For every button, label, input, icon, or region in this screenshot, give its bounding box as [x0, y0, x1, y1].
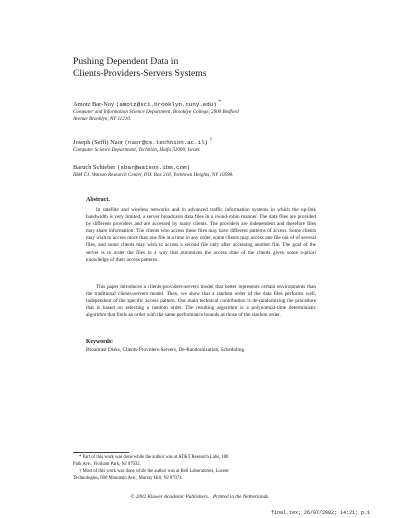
- author-affiliation-line: Computer and Information Science Department, Brooklyn College, 2900 Bedford: [73, 109, 239, 116]
- footnote-line: * Part of this work was done while the author was at AT&T Research Labs, 180: [79, 455, 229, 460]
- copyright-line: [0, 494, 400, 500]
- abstract-heading: Abstract.: [86, 197, 110, 203]
- author-1: [73, 98, 343, 123]
- author-2: [73, 136, 343, 154]
- abstract-paragraph-1: In satellite and wireless networks and in advanced traffic information systems in which the up-link bandwidth is very limited, a server broadcasts data files in a round-robin manner. The data files are provided by different providers and are accessed by many clients. The providers are independent and therefore files may share information. The clients who access these files may have different patterns of access. Some clients may wish to access more than one file at a time in any order, some clients may access one file out of of several files, and some clients may wish to access a second file only after accessing another file. The goal of the server is to order the files in a way that minimizes the access time of the clients given some a-priori knowledge of their access patterns.: [86, 207, 316, 263]
- title-line-2: Clients-Providers-Servers Systems: [73, 68, 207, 79]
- keywords-text: Broadcast Disks, Clients-Providers-Servers, De-Randomization, Scheduling.: [86, 347, 246, 353]
- author-email: (naor@cs.technion.ac.il): [124, 139, 209, 147]
- footnote-line: Technologies, 600 Mountain Ave., Murray Hill, NJ 07974.: [73, 475, 183, 481]
- footnote-2: [73, 469, 329, 482]
- footnote-line: Park Ave., Florham Park, NJ 07932.: [73, 461, 141, 467]
- footnote-1: [73, 455, 329, 468]
- keywords-heading: Keywords:: [86, 339, 114, 345]
- file-stamp: final.tex; 26/07/2002; 14:21; p.1: [270, 510, 370, 516]
- author-name: Amotz Bar-Noy: [73, 101, 115, 109]
- printed-text: Printed in the Netherlands.: [213, 494, 270, 500]
- abstract-paragraph-2: This paper introduces a clients-providers-servers model that better represents certain environments than the traditional clients-servers model. Then, we show that a random order of the data files performs well, independent of the specific access pattern. Our main technical contribution is de-randomizing the procedure that is based on selecting a random order. The resulting algorithm is a polynomial-time deterministic algorithm that finds an order with the same performance bounds as those of the random order.: [86, 284, 316, 319]
- author-name: Joseph (Seffi) Naor: [73, 139, 123, 147]
- author-3: [73, 164, 343, 179]
- author-affiliation-line: Computer Science Department, Technion, Haifa 32000, Israel.: [73, 147, 201, 154]
- author-email: (amotz@sci.brooklyn.cuny.edu): [115, 101, 217, 109]
- paper-title: [73, 56, 207, 80]
- author-email: (sbar@watson.ibm.com): [117, 164, 191, 171]
- author-name: Baruch Schieber: [73, 164, 116, 171]
- author-affiliation-line: IBM T.J. Watson Research Center, P.O. Box 218, Yorktown Heights, NY 10598.: [73, 172, 234, 178]
- author-footnote-mark: *: [218, 99, 222, 105]
- author-footnote-mark: †: [209, 137, 213, 143]
- author-affiliation-line: Avenue Brooklyn, NY 11210.: [73, 116, 132, 123]
- footnote-rule: [73, 452, 129, 453]
- copyright-text: © 2002 Kluwer Academic Publishers.: [130, 494, 210, 500]
- footnote-line: † Most of this work was done while the author was at Bell Laboratories, Lucent: [79, 469, 229, 474]
- title-line-1: Pushing Dependent Data in: [73, 56, 179, 67]
